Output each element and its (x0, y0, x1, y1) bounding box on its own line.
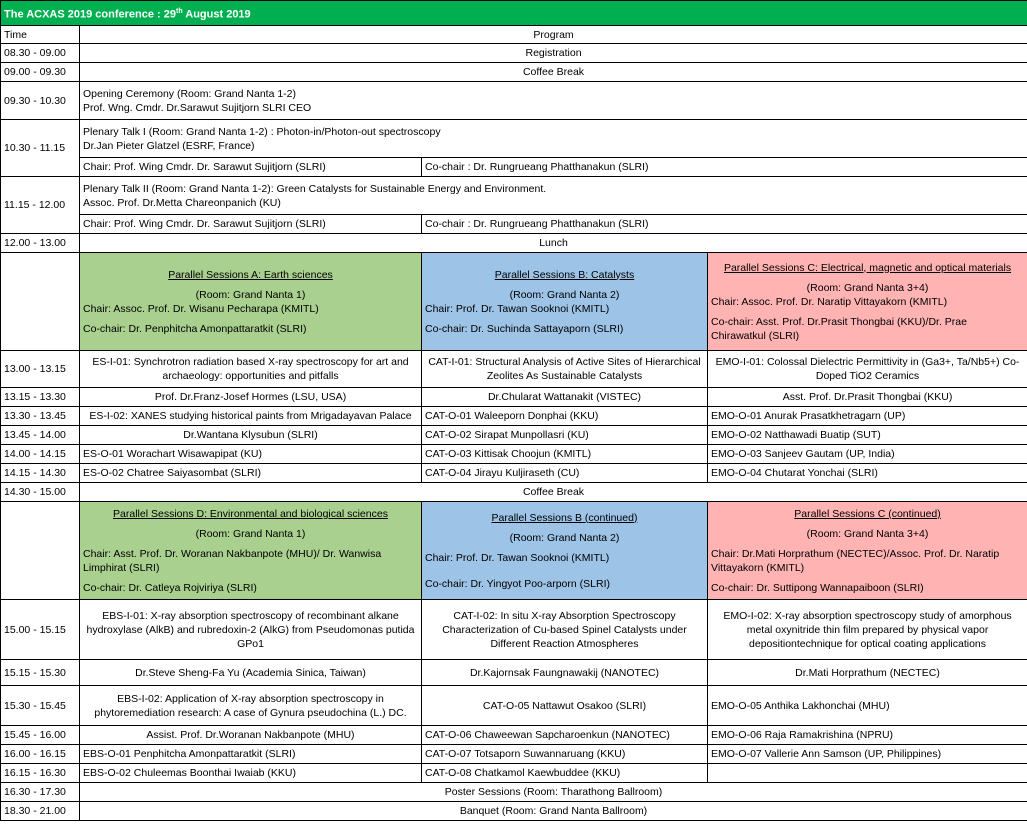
session-c2-title: Parallel Sessions C (continued) (794, 507, 941, 520)
session-b2-cochair: Co-chair: Dr. Yingyot Poo-arporn (SLRI) (425, 577, 610, 590)
session-a-room: (Room: Grand Nanta 1) (195, 288, 306, 301)
talk-cell: EBS-O-01 Penphitcha Amonpattaratkit (SLRI) (80, 745, 422, 764)
plenary2-title: Plenary Talk II (Room: Grand Nanta 1-2): Green Catalysts for Sustainable Energy and Environment. (83, 182, 547, 195)
talk-cell: CAT-O-04 Jirayu Kuljiraseth (CU) (422, 464, 708, 483)
table-row (1, 445, 1027, 464)
table-row (1, 426, 1027, 445)
talk-cell: EMO-O-05 Anthika Lakhonchai (MHU) (708, 686, 1027, 726)
table-row (1, 600, 1027, 660)
speaker-cell: Dr.Mati Horprathum (NECTEC) (708, 660, 1027, 686)
talk-cell: CAT-O-05 Nattawut Osakoo (SLRI) (422, 686, 708, 726)
talk-cell: EBS-O-02 Chuleemas Boonthai Iwaiab (KKU) (80, 764, 422, 783)
time-cell: 09.00 - 09.30 (1, 63, 80, 82)
time-cell: 16.00 - 16.15 (1, 745, 80, 764)
plenary1-cell (80, 120, 1027, 158)
session-c2-room: (Room: Grand Nanta 3+4) (806, 527, 929, 540)
talk-cell: EBS-I-02: Application of X-ray absorption spectroscopy in phytoremediation research: A case of Gynura pseudochina (L.) DC. (80, 686, 422, 726)
talk-cell: CAT-O-08 Chatkamol Kaewbuddee (KKU) (422, 764, 708, 783)
speaker-cell: Dr.Chularat Wattanakit (VISTEC) (422, 388, 708, 407)
table-row (1, 407, 1027, 426)
coffee-break-cell: Coffee Break (80, 483, 1027, 502)
talk-cell: ES-O-02 Chatree Saiyasombat (SLRI) (80, 464, 422, 483)
table-row (1, 158, 1027, 177)
time-cell: 18.30 - 21.00 (1, 802, 80, 821)
time-cell: 11.15 - 12.00 (1, 177, 80, 234)
table-row (1, 82, 1027, 120)
speaker-cell: Assist. Prof. Dr.Woranan Nakbanpote (MHU) (80, 726, 422, 745)
time-cell: 13.15 - 13.30 (1, 388, 80, 407)
session-b-header (422, 253, 708, 351)
time-cell: 15.00 - 15.15 (1, 600, 80, 660)
header-row (1, 26, 1027, 44)
time-cell: 14.15 - 14.30 (1, 464, 80, 483)
session-a-header (80, 253, 422, 351)
table-row (1, 234, 1027, 253)
time-cell: 10.30 - 11.15 (1, 120, 80, 177)
time-cell (1, 253, 80, 351)
talk-cell: ES-I-01: Synchrotron radiation based X-ray spectroscopy for art and archaeology: opportunities and pitfalls (80, 351, 422, 388)
session-b-chair: Chair: Prof. Dr. Tawan Sooknoi (KMITL) (425, 302, 610, 315)
time-cell: 16.15 - 16.30 (1, 764, 80, 783)
time-cell: 15.30 - 15.45 (1, 686, 80, 726)
session-c2-cochair: Co-chair: Dr. Suttipong Wannapaiboon (SLRI) (711, 581, 924, 594)
opening-speaker: Prof. Wng. Cmdr. Dr.Sarawut Sujitjorn SLRI CEO (83, 101, 312, 114)
plenary2-cochair: Co-chair : Dr. Rungrueang Phatthanakun (SLRI) (422, 215, 1027, 234)
speaker-cell: Asst. Prof. Dr.Prasit Thongbai (KKU) (708, 388, 1027, 407)
time-cell: 13.00 - 13.15 (1, 351, 80, 388)
talk-cell: EMO-O-06 Raja Ramakrishina (NPRU) (708, 726, 1027, 745)
session-c2-header (708, 502, 1027, 600)
session-d-title: Parallel Sessions D: Environmental and biological sciences (113, 507, 388, 520)
plenary1-speaker: Dr.Jan Pieter Glatzel (ESRF, France) (83, 139, 255, 152)
time-cell (1, 502, 80, 600)
session-c-header (708, 253, 1027, 351)
time-cell: 13.30 - 13.45 (1, 407, 80, 426)
talk-cell (708, 764, 1027, 783)
talk-cell: EBS-I-01: X-ray absorption spectroscopy of recombinant alkane hydroxylase (AlkB) and rubredoxin-2 (AlkG) from Pseudomonas putida GPo1 (80, 600, 422, 660)
table-row (1, 120, 1027, 158)
talk-cell: CAT-O-02 Sirapat Munpollasri (KU) (422, 426, 708, 445)
plenary2-chair: Chair: Prof. Wing Cmdr. Dr. Sarawut Sujitjorn (SLRI) (80, 215, 422, 234)
talk-cell: EMO-I-02: X-ray absorption spectroscopy study of amorphous metal oxynitride thin film prepared by physical vapor depositiontechnique for optical coating applications (708, 600, 1027, 660)
time-cell: 09.30 - 10.30 (1, 82, 80, 120)
talk-cell: CAT-I-01: Structural Analysis of Active Sites of Hierarchical Zeolites As Sustainable Catalysts (422, 351, 708, 388)
session-d-cochair: Co-chair: Dr. Catleya Rojviriya (SLRI) (83, 581, 257, 594)
talk-cell: EMO-O-04 Chutarat Yonchai (SLRI) (708, 464, 1027, 483)
session-a-title: Parallel Sessions A: Earth sciences (168, 268, 333, 281)
time-cell: 12.00 - 13.00 (1, 234, 80, 253)
talk-cell: CAT-O-01 Waleeporn Donphai (KKU) (422, 407, 708, 426)
table-row (1, 177, 1027, 215)
talk-cell: ES-I-02: XANES studying historical paints from Mrigadayavan Palace (80, 407, 422, 426)
speaker-cell: Dr.Kajornsak Faungnawakij (NANOTEC) (422, 660, 708, 686)
session-a-chair: Chair: Assoc. Prof. Dr. Wisanu Pecharapa (KMITL) (83, 302, 319, 315)
talk-cell: CAT-O-06 Chaweewan Sapcharoenkun (NANOTEC) (422, 726, 708, 745)
talk-cell: CAT-O-07 Totsaporn Suwannaruang (KKU) (422, 745, 708, 764)
table-row (1, 745, 1027, 764)
speaker-cell: Dr.Wantana Klysubun (SLRI) (80, 426, 422, 445)
session-c2-chair: Chair: Dr.Mati Horprathum (NECTEC)/Assoc. Prof. Dr. Naratip Vittayakorn (KMITL) (711, 547, 1000, 574)
table-row (1, 726, 1027, 745)
time-cell: 15.45 - 16.00 (1, 726, 80, 745)
session-b-room: (Room: Grand Nanta 2) (509, 288, 620, 301)
table-row (1, 44, 1027, 63)
talk-cell: EMO-O-02 Natthawadi Buatip (SUT) (708, 426, 1027, 445)
title-row (1, 1, 1027, 26)
session-b2-chair: Chair: Prof. Dr. Tawan Sooknoi (KMITL) (425, 551, 610, 564)
time-cell: 15.15 - 15.30 (1, 660, 80, 686)
registration-cell: Registration (80, 44, 1027, 63)
table-row (1, 483, 1027, 502)
talk-cell: EMO-O-07 Vallerie Ann Samson (UP, Philippines) (708, 745, 1027, 764)
table-row (1, 63, 1027, 82)
speaker-cell: Dr.Steve Sheng-Fa Yu (Academia Sinica, Taiwan) (80, 660, 422, 686)
session-b2-title: Parallel Sessions B (continued) (491, 511, 638, 524)
poster-cell: Poster Sessions (Room: Tharathong Ballroom) (80, 783, 1027, 802)
session-d-room: (Room: Grand Nanta 1) (195, 527, 306, 540)
table-row (1, 351, 1027, 388)
table-row (1, 764, 1027, 783)
session-c-chair: Chair: Assoc. Prof. Dr. Naratip Vittayakorn (KMITL) (711, 295, 948, 308)
page-title: The ACXAS 2019 conference : 29th August 2019 (1, 1, 1027, 26)
session-b-title: Parallel Sessions B: Catalysts (494, 268, 635, 281)
talk-cell: CAT-O-03 Kittisak Choojun (KMITL) (422, 445, 708, 464)
table-row (1, 388, 1027, 407)
opening-title: Opening Ceremony (Room: Grand Nanta 1-2) (83, 87, 297, 100)
session-c-title: Parallel Sessions C: Electrical, magnetic and optical materials (723, 261, 1012, 274)
table-row (1, 686, 1027, 726)
time-header: Time (1, 26, 80, 44)
table-row (1, 783, 1027, 802)
table-row (1, 802, 1027, 821)
plenary2-cell (80, 177, 1027, 215)
program-header: Program (80, 26, 1027, 44)
session-d-header (80, 502, 422, 600)
sessions-header-row (1, 502, 1027, 600)
talk-cell: CAT-I-02: In situ X-ray Absorption Spectroscopy Characterization of Cu-based Spinel Catalysts under Different Reaction Atmospheres (422, 600, 708, 660)
talk-cell: EMO-O-01 Anurak Prasatkhetragarn (UP) (708, 407, 1027, 426)
talk-cell: EMO-O-03 Sanjeev Gautam (UP, India) (708, 445, 1027, 464)
table-row (1, 215, 1027, 234)
plenary1-chair: Chair: Prof. Wing Cmdr. Dr. Sarawut Sujitjorn (SLRI) (80, 158, 422, 177)
session-c-room: (Room: Grand Nanta 3+4) (806, 281, 929, 294)
opening-cell (80, 82, 1027, 120)
session-b2-header (422, 502, 708, 600)
sessions-header-row (1, 253, 1027, 351)
table-row (1, 464, 1027, 483)
table-row (1, 660, 1027, 686)
speaker-cell: Prof. Dr.Franz-Josef Hormes (LSU, USA) (80, 388, 422, 407)
plenary2-speaker: Assoc. Prof. Dr.Metta Chareonpanich (KU) (83, 196, 281, 209)
session-c-cochair: Co-chair: Asst. Prof. Dr.Prasit Thongbai (KKU)/Dr. Prae Chirawatkul (SLRI) (711, 315, 967, 342)
talk-cell: EMO-I-01: Colossal Dielectric Permittivity in (Ga3+, Ta/Nb5+) Co-Doped TiO2 Ceramics (708, 351, 1027, 388)
session-b-cochair: Co-chair: Dr. Suchinda Sattayaporn (SLRI) (425, 322, 624, 335)
coffee-break-cell: Coffee Break (80, 63, 1027, 82)
time-cell: 14.30 - 15.00 (1, 483, 80, 502)
talk-cell: ES-O-01 Worachart Wisawapipat (KU) (80, 445, 422, 464)
session-d-chair: Chair: Asst. Prof. Dr. Woranan Nakbanpote (MHU)/ Dr. Wanwisa Limphirat (SLRI) (83, 547, 382, 574)
plenary1-title: Plenary Talk I (Room: Grand Nanta 1-2) : Photon-in/Photon-out spectroscopy (83, 125, 441, 138)
time-cell: 16.30 - 17.30 (1, 783, 80, 802)
lunch-cell: Lunch (80, 234, 1027, 253)
session-a-cochair: Co-chair: Dr. Penphitcha Amonpattaratkit (SLRI) (83, 322, 307, 335)
time-cell: 13.45 - 14.00 (1, 426, 80, 445)
time-cell: 14.00 - 14.15 (1, 445, 80, 464)
banquet-cell: Banquet (Room: Grand Nanta Ballroom) (80, 802, 1027, 821)
session-b2-room: (Room: Grand Nanta 2) (509, 531, 620, 544)
plenary1-cochair: Co-chair : Dr. Rungrueang Phatthanakun (SLRI) (422, 158, 1027, 177)
time-cell: 08.30 - 09.00 (1, 44, 80, 63)
